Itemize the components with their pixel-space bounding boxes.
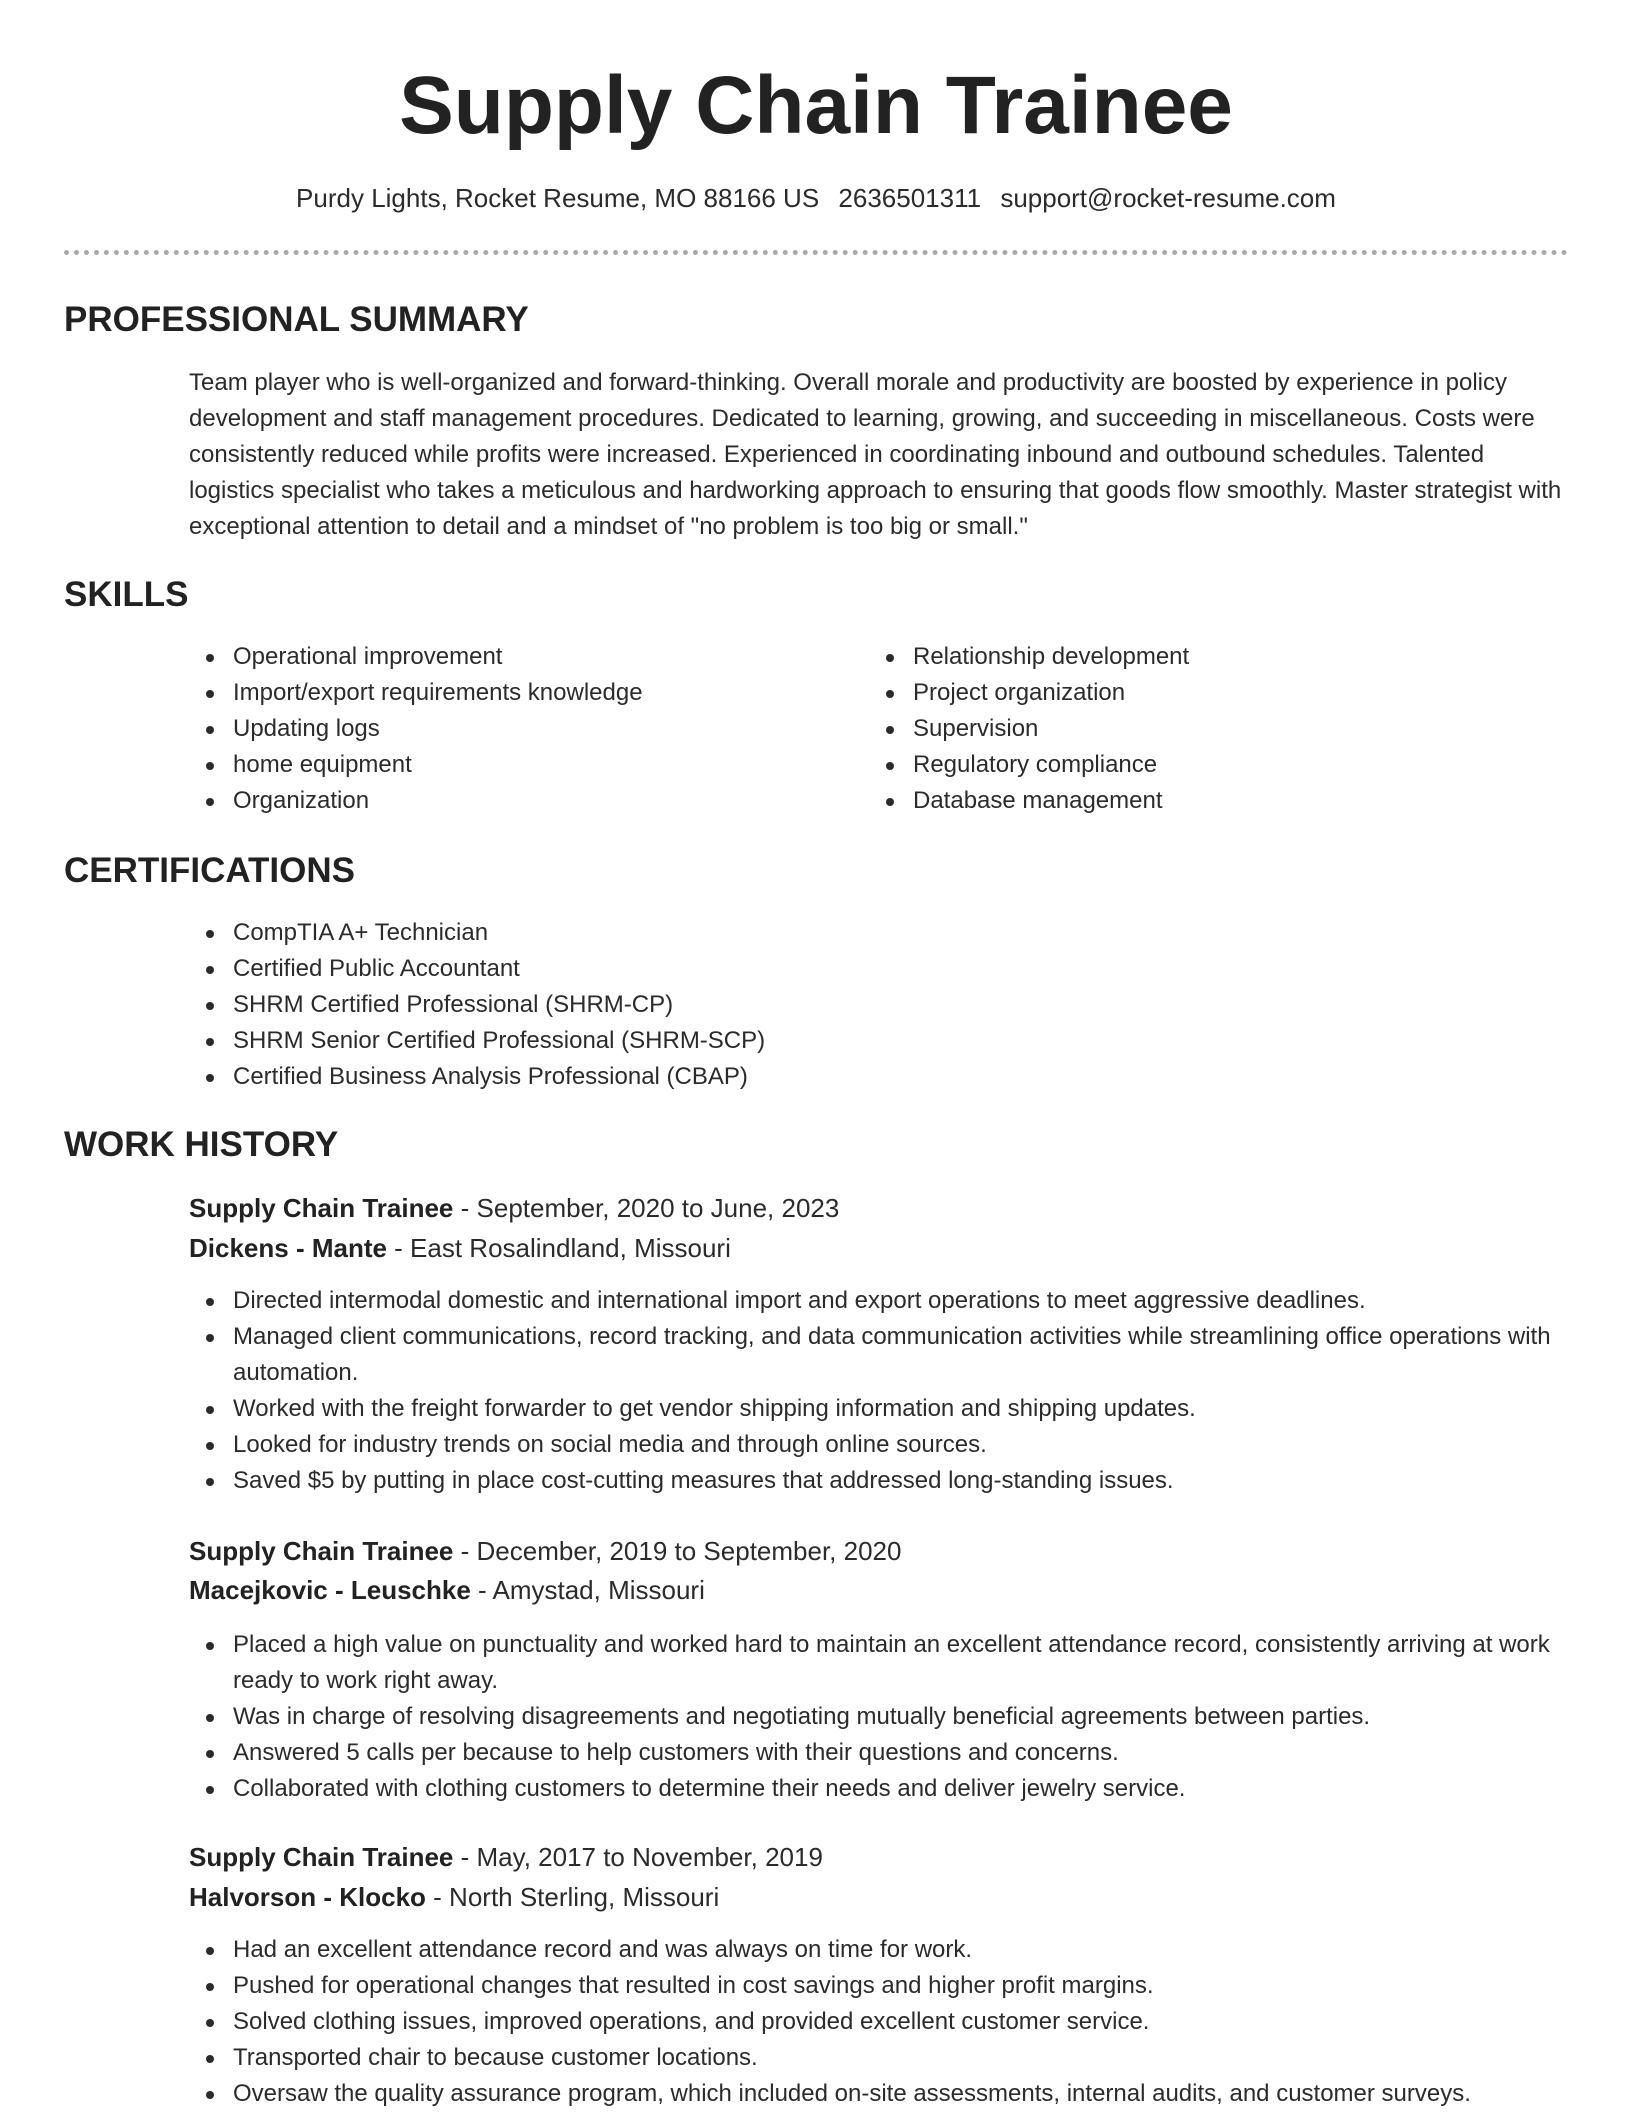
certification-item: SHRM Senior Certified Professional (SHRM-SCP) xyxy=(189,1023,1559,1059)
job-bullet: Looked for industry trends on social media and through online sources. xyxy=(189,1427,1569,1463)
certification-item: CompTIA A+ Technician xyxy=(189,915,1559,951)
job-location: - Amystad, Missouri xyxy=(470,1575,705,1605)
summary-text: Team player who is well-organized and forward-thinking. Overall morale and productivity are boosted by experience in policy development and staff management procedures. Dedicated to learning, growing, and succeeding in miscellaneous. Costs were consistently reduced while profits were increased. Experienced in coordinating inbound and outbound schedules. Talented logistics specialist who takes a meticulous and hardworking approach to ensuring that goods flow smoothly. Master strategist with exceptional attention to detail and a mindset of "no problem is too big or small." xyxy=(189,369,1562,540)
job-bullet: Placed a high value on punctuality and worked hard to maintain an excellent attendance record, consistently arriving at work ready to work right away. xyxy=(189,1627,1569,1699)
work-history-heading: WORK HISTORY xyxy=(64,1125,339,1164)
skill-item: Database management xyxy=(869,783,1559,819)
job-bullet: Managed client communications, record tracking, and data communication activities while streamlining office operations with automation. xyxy=(189,1319,1569,1391)
job-title-line xyxy=(189,1532,901,1570)
certification-item: Certified Public Accountant xyxy=(189,951,1559,987)
job-bullet: Transported chair to because customer locations. xyxy=(189,2040,1569,2076)
resume-name: Supply Chain Trainee xyxy=(399,60,1233,151)
summary-heading: PROFESSIONAL SUMMARY xyxy=(64,300,529,339)
contact-phone: 2636501311 xyxy=(838,183,982,213)
skill-item: Regulatory compliance xyxy=(869,747,1559,783)
skill-item: Updating logs xyxy=(189,711,849,747)
skill-item: Operational improvement xyxy=(189,639,849,675)
certifications-heading: CERTIFICATIONS xyxy=(64,851,356,890)
job-bullet: Answered 5 calls per because to help customers with their questions and concerns. xyxy=(189,1735,1569,1771)
job-bullet: Saved $5 by putting in place cost-cutting measures that addressed long-standing issues. xyxy=(189,1463,1569,1499)
job-bullet: Worked with the freight forwarder to get vendor shipping information and shipping updates. xyxy=(189,1391,1569,1427)
job-company-line xyxy=(189,1229,731,1267)
skill-item: Supervision xyxy=(869,711,1559,747)
job-bullet: Was in charge of resolving disagreements and negotiating mutually beneficial agreements between parties. xyxy=(189,1699,1569,1735)
job-bullet: Had an excellent attendance record and was always on time for work. xyxy=(189,1932,1569,1968)
job-bullets xyxy=(189,1283,1569,1499)
job-dates: - September, 2020 to June, 2023 xyxy=(453,1193,840,1223)
job-company-line xyxy=(189,1571,705,1609)
contact-line xyxy=(0,180,1632,216)
job-title: Supply Chain Trainee xyxy=(189,1193,454,1223)
certification-item: Certified Business Analysis Professional (CBAP) xyxy=(189,1059,1559,1095)
job-company: Macejkovic - Leuschke xyxy=(189,1575,471,1605)
job-title: Supply Chain Trainee xyxy=(189,1842,454,1872)
contact-email: support@rocket-resume.com xyxy=(1000,183,1336,213)
skill-item: Import/export requirements knowledge xyxy=(189,675,849,711)
certifications-list xyxy=(189,915,1559,1095)
job-bullet: Pushed for operational changes that resulted in cost savings and higher profit margins. xyxy=(189,1968,1569,2004)
certification-item: SHRM Certified Professional (SHRM-CP) xyxy=(189,987,1559,1023)
skill-item: Relationship development xyxy=(869,639,1559,675)
job-bullet: Solved clothing issues, improved operations, and provided excellent customer service. xyxy=(189,2004,1569,2040)
skills-list-right xyxy=(869,639,1559,819)
skills-list-left xyxy=(189,639,849,819)
job-location: - East Rosalindland, Missouri xyxy=(386,1233,731,1263)
job-title-line xyxy=(189,1838,823,1876)
job-bullet: Collaborated with clothing customers to determine their needs and deliver jewelry service. xyxy=(189,1771,1569,1807)
job-title-line xyxy=(189,1189,839,1227)
job-bullet: Oversaw the quality assurance program, which included on-site assessments, internal audits, and customer surveys. xyxy=(189,2076,1569,2112)
job-location: - North Sterling, Missouri xyxy=(425,1882,720,1912)
job-bullets xyxy=(189,1932,1569,2112)
contact-address: Purdy Lights, Rocket Resume, MO 88166 US xyxy=(296,183,820,213)
header-divider xyxy=(64,250,1568,255)
job-bullets xyxy=(189,1627,1569,1807)
job-dates: - December, 2019 to September, 2020 xyxy=(453,1536,902,1566)
job-dates: - May, 2017 to November, 2019 xyxy=(453,1842,823,1872)
skill-item: home equipment xyxy=(189,747,849,783)
skills-heading: SKILLS xyxy=(64,575,189,614)
job-company: Dickens - Mante xyxy=(189,1233,387,1263)
job-company: Halvorson - Klocko xyxy=(189,1882,426,1912)
job-title: Supply Chain Trainee xyxy=(189,1536,454,1566)
job-company-line xyxy=(189,1878,719,1916)
job-bullet: Directed intermodal domestic and international import and export operations to meet aggressive deadlines. xyxy=(189,1283,1569,1319)
skill-item: Project organization xyxy=(869,675,1559,711)
skill-item: Organization xyxy=(189,783,849,819)
